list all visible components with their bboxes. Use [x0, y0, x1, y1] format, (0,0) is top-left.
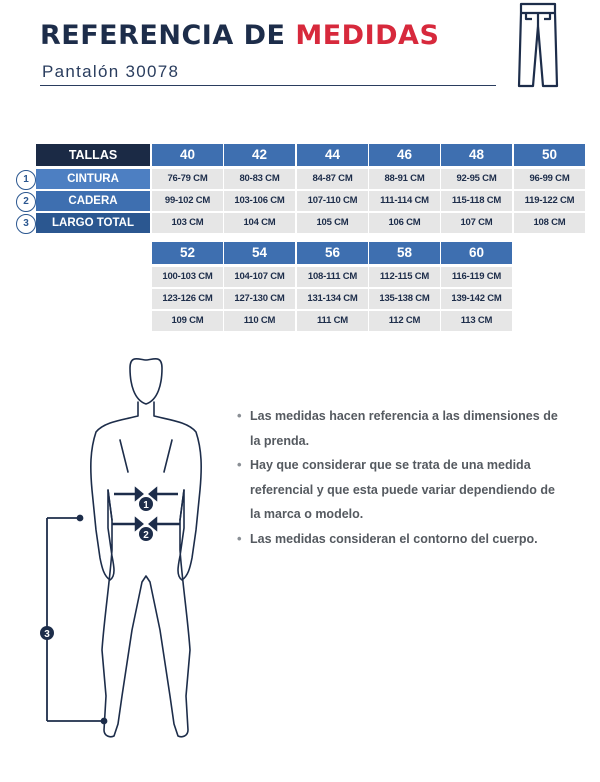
- pants-icon: [517, 2, 559, 88]
- bullet-icon: •: [237, 457, 242, 472]
- waist-cell: 76-79 CM: [152, 169, 223, 189]
- hip-cell: 127-130 CM: [224, 289, 295, 309]
- title-part-2: MEDIDAS: [295, 20, 440, 51]
- title-divider: [40, 85, 496, 86]
- waist-cell: 88-91 CM: [369, 169, 440, 189]
- size-header: 42: [224, 144, 295, 166]
- note-item: • Las medidas hacen referencia a las dimensiones de la prenda.: [237, 404, 567, 453]
- hip-cell: 119-122 CM: [514, 191, 585, 211]
- hip-cell: 115-118 CM: [441, 191, 512, 211]
- size-header: 58: [369, 242, 440, 264]
- hip-marker: 2: [143, 530, 149, 541]
- product-subtitle: Pantalón 30078: [42, 62, 180, 81]
- row-label-length: LARGO TOTAL: [36, 213, 150, 233]
- hip-cell: 111-114 CM: [369, 191, 440, 211]
- size-header: 40: [152, 144, 223, 166]
- length-cell: 112 CM: [369, 311, 440, 331]
- length-cell: 106 CM: [369, 213, 440, 233]
- size-header: 48: [441, 144, 512, 166]
- size-header: 60: [441, 242, 512, 264]
- waist-cell: 92-95 CM: [441, 169, 512, 189]
- size-header: 52: [152, 242, 223, 264]
- hip-cell: 103-106 CM: [224, 191, 295, 211]
- waist-cell: 84-87 CM: [297, 169, 368, 189]
- row-number-marker: 2: [16, 192, 36, 212]
- length-cell: 109 CM: [152, 311, 223, 331]
- waist-cell: 96-99 CM: [514, 169, 585, 189]
- length-cell: 104 CM: [224, 213, 295, 233]
- hip-cell: 139-142 CM: [441, 289, 512, 309]
- row-label-hip: CADERA: [36, 191, 150, 211]
- length-cell: 108 CM: [514, 213, 585, 233]
- hip-cell: 99-102 CM: [152, 191, 223, 211]
- length-cell: 111 CM: [297, 311, 368, 331]
- bullet-icon: •: [237, 408, 242, 423]
- hip-cell: 123-126 CM: [152, 289, 223, 309]
- length-cell: 113 CM: [441, 311, 512, 331]
- row-number-marker: 3: [16, 214, 36, 234]
- row-number-marker: 1: [16, 170, 36, 190]
- size-header: 44: [297, 144, 368, 166]
- hip-cell: 135-138 CM: [369, 289, 440, 309]
- length-cell: 110 CM: [224, 311, 295, 331]
- length-marker: 3: [44, 629, 50, 640]
- row-label-waist: CINTURA: [36, 169, 150, 189]
- length-cell: 103 CM: [152, 213, 223, 233]
- note-item: • Las medidas consideran el contorno del cuerpo.: [237, 527, 567, 552]
- waist-cell: 80-83 CM: [224, 169, 295, 189]
- waist-cell: 116-119 CM: [441, 267, 512, 287]
- hip-cell: 131-134 CM: [297, 289, 368, 309]
- note-item: • Hay que considerar que se trata de una medida referencial y que esta puede variar dependiendo de la marca o modelo.: [237, 453, 567, 527]
- waist-cell: 104-107 CM: [224, 267, 295, 287]
- notes-list: [237, 404, 567, 551]
- human-body-outline: [0, 340, 230, 760]
- waist-cell: 112-115 CM: [369, 267, 440, 287]
- hip-cell: 107-110 CM: [297, 191, 368, 211]
- waist-cell: 100-103 CM: [152, 267, 223, 287]
- size-header: 54: [224, 242, 295, 264]
- length-cell: 107 CM: [441, 213, 512, 233]
- bullet-icon: •: [237, 530, 242, 546]
- size-header: 46: [369, 144, 440, 166]
- size-header: 50: [514, 144, 585, 166]
- title-part-1: REFERENCIA DE: [40, 20, 286, 51]
- waist-marker: 1: [143, 500, 149, 511]
- size-header: 56: [297, 242, 368, 264]
- waist-cell: 108-111 CM: [297, 267, 368, 287]
- sizes-header-label: TALLAS: [36, 144, 150, 166]
- length-cell: 105 CM: [297, 213, 368, 233]
- page-title: [40, 22, 439, 49]
